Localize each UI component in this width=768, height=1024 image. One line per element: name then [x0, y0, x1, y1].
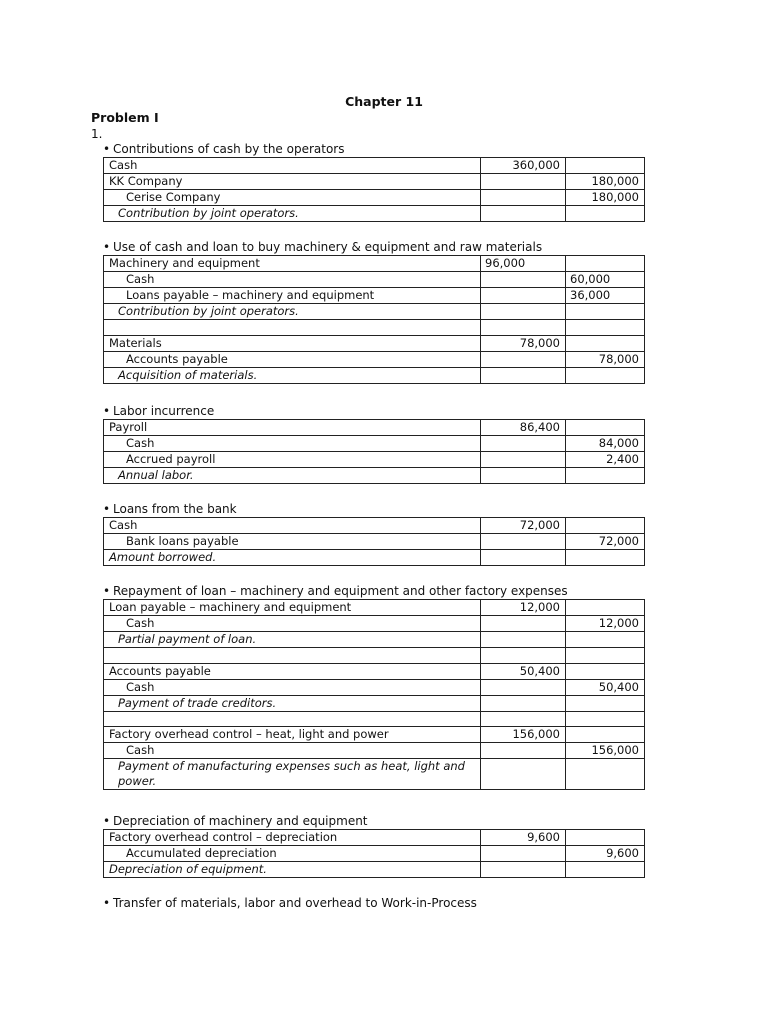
journal-row [104, 288, 645, 304]
journal-row [104, 600, 645, 616]
debit-cell [481, 190, 566, 206]
bullet-icon: • [103, 814, 111, 828]
debit-cell [481, 452, 566, 468]
credit-cell: 9,600 [566, 846, 645, 862]
journal-table [103, 157, 645, 222]
journal-row [104, 632, 645, 648]
account-cell [104, 648, 481, 664]
journal-row [104, 695, 645, 711]
debit-cell [481, 367, 566, 383]
entry-narration: Payment of trade creditors. [104, 695, 481, 711]
journal-section [103, 583, 644, 790]
journal-row [104, 468, 645, 484]
debit-cell: 96,000 [481, 256, 566, 272]
debit-cell: 78,000 [481, 335, 566, 351]
journal-row [104, 550, 645, 566]
credit-cell [566, 600, 645, 616]
debit-cell [481, 711, 566, 727]
journal-row [104, 190, 645, 206]
entry-narration: Acquisition of materials. [104, 367, 481, 383]
credit-cell [566, 304, 645, 320]
account-cell: Cash [104, 616, 481, 632]
debit-cell [481, 550, 566, 566]
journal-section [103, 403, 644, 484]
debit-cell [481, 320, 566, 336]
section-heading-text: Depreciation of machinery and equipment [113, 814, 368, 828]
debit-cell [481, 534, 566, 550]
credit-cell [566, 420, 645, 436]
debit-cell [481, 648, 566, 664]
credit-cell [566, 320, 645, 336]
debit-cell [481, 206, 566, 222]
section-heading [103, 141, 644, 157]
debit-cell [481, 679, 566, 695]
section-heading [103, 813, 644, 829]
credit-cell: 84,000 [566, 436, 645, 452]
credit-cell: 50,400 [566, 679, 645, 695]
journal-row [104, 759, 645, 790]
journal-table [103, 255, 645, 384]
account-cell: Cash [104, 436, 481, 452]
credit-cell [566, 335, 645, 351]
credit-cell [566, 632, 645, 648]
entry-narration: Amount borrowed. [104, 550, 481, 566]
section-heading-text: Contributions of cash by the operators [113, 142, 345, 156]
journal-row [104, 663, 645, 679]
journal-row [104, 452, 645, 468]
journal-row [104, 534, 645, 550]
journal-row [104, 367, 645, 383]
debit-cell [481, 632, 566, 648]
journal-row [104, 335, 645, 351]
account-cell: Accumulated depreciation [104, 846, 481, 862]
bullet-icon: • [103, 896, 111, 910]
debit-cell: 86,400 [481, 420, 566, 436]
account-cell: Cash [104, 679, 481, 695]
account-cell: KK Company [104, 174, 481, 190]
debit-cell [481, 759, 566, 790]
entry-narration: Payment of manufacturing expenses such as heat, light and power. [104, 759, 481, 790]
journal-row [104, 846, 645, 862]
section-heading [103, 403, 644, 419]
account-cell [104, 711, 481, 727]
credit-cell [566, 550, 645, 566]
credit-cell [566, 830, 645, 846]
debit-cell: 156,000 [481, 727, 566, 743]
credit-cell [566, 663, 645, 679]
debit-cell [481, 288, 566, 304]
entry-narration: Contribution by joint operators. [104, 206, 481, 222]
debit-cell: 50,400 [481, 663, 566, 679]
credit-cell: 60,000 [566, 272, 645, 288]
account-cell: Loan payable – machinery and equipment [104, 600, 481, 616]
section-heading-text: Transfer of materials, labor and overhead to Work-in-Process [113, 896, 477, 910]
account-cell: Cerise Company [104, 190, 481, 206]
account-cell: Cash [104, 158, 481, 174]
credit-cell [566, 256, 645, 272]
account-cell: Cash [104, 743, 481, 759]
bullet-icon: • [103, 584, 111, 598]
account-cell: Factory overhead control – depreciation [104, 830, 481, 846]
entry-narration: Annual labor. [104, 468, 481, 484]
debit-cell [481, 468, 566, 484]
debit-cell: 360,000 [481, 158, 566, 174]
section-heading [103, 583, 644, 599]
debit-cell: 9,600 [481, 830, 566, 846]
debit-cell [481, 616, 566, 632]
credit-cell: 2,400 [566, 452, 645, 468]
journal-row [104, 679, 645, 695]
section-heading [103, 895, 644, 911]
account-cell: Cash [104, 518, 481, 534]
credit-cell: 180,000 [566, 190, 645, 206]
credit-cell: 12,000 [566, 616, 645, 632]
debit-cell: 72,000 [481, 518, 566, 534]
credit-cell: 72,000 [566, 534, 645, 550]
debit-cell [481, 695, 566, 711]
bullet-icon: • [103, 502, 111, 516]
debit-cell: 12,000 [481, 600, 566, 616]
debit-cell [481, 436, 566, 452]
debit-cell [481, 351, 566, 367]
credit-cell [566, 862, 645, 878]
journal-row [104, 272, 645, 288]
journal-row [104, 320, 645, 336]
journal-row [104, 648, 645, 664]
debit-cell [481, 846, 566, 862]
account-cell [104, 320, 481, 336]
credit-cell [566, 695, 645, 711]
chapter-title: Chapter 11 [345, 94, 423, 109]
section-heading-text: Loans from the bank [113, 502, 237, 516]
account-cell: Accounts payable [104, 663, 481, 679]
account-cell: Payroll [104, 420, 481, 436]
credit-cell: 78,000 [566, 351, 645, 367]
credit-cell [566, 648, 645, 664]
journal-row [104, 256, 645, 272]
credit-cell [566, 367, 645, 383]
problem-title: Problem I [91, 110, 159, 125]
account-cell: Machinery and equipment [104, 256, 481, 272]
entry-narration: Partial payment of loan. [104, 632, 481, 648]
account-cell: Materials [104, 335, 481, 351]
bullet-icon: • [103, 142, 111, 156]
journal-row [104, 304, 645, 320]
journal-table [103, 517, 645, 566]
journal-section [103, 141, 644, 222]
journal-section [103, 239, 644, 384]
credit-cell: 180,000 [566, 174, 645, 190]
journal-row [104, 158, 645, 174]
section-heading [103, 501, 644, 517]
credit-cell: 36,000 [566, 288, 645, 304]
account-cell: Cash [104, 272, 481, 288]
bullet-icon: • [103, 404, 111, 418]
account-cell: Bank loans payable [104, 534, 481, 550]
section-heading [103, 239, 644, 255]
entry-narration: Depreciation of equipment. [104, 862, 481, 878]
journal-section [103, 501, 644, 566]
credit-cell [566, 711, 645, 727]
credit-cell [566, 158, 645, 174]
section-heading-text: Use of cash and loan to buy machinery & equipment and raw materials [113, 240, 543, 254]
journal-row [104, 518, 645, 534]
credit-cell: 156,000 [566, 743, 645, 759]
journal-row [104, 351, 645, 367]
credit-cell [566, 468, 645, 484]
account-cell: Loans payable – machinery and equipment [104, 288, 481, 304]
journal-row [104, 727, 645, 743]
journal-row [104, 616, 645, 632]
journal-section [103, 813, 644, 878]
credit-cell [566, 759, 645, 790]
journal-row [104, 436, 645, 452]
account-cell: Accounts payable [104, 351, 481, 367]
journal-row [104, 830, 645, 846]
credit-cell [566, 727, 645, 743]
debit-cell [481, 862, 566, 878]
journal-table [103, 599, 645, 790]
account-cell: Accrued payroll [104, 452, 481, 468]
entry-narration: Contribution by joint operators. [104, 304, 481, 320]
journal-row [104, 206, 645, 222]
section-heading-text: Repayment of loan – machinery and equipment and other factory expenses [113, 584, 568, 598]
journal-row [104, 420, 645, 436]
debit-cell [481, 304, 566, 320]
credit-cell [566, 206, 645, 222]
journal-row [104, 711, 645, 727]
section-heading-text: Labor incurrence [113, 404, 215, 418]
bullet-icon: • [103, 240, 111, 254]
journal-row [104, 862, 645, 878]
debit-cell [481, 174, 566, 190]
journal-section [103, 895, 644, 911]
item-number: 1. [91, 127, 103, 141]
journal-table [103, 829, 645, 878]
journal-table [103, 419, 645, 484]
journal-row [104, 743, 645, 759]
credit-cell [566, 518, 645, 534]
journal-row [104, 174, 645, 190]
debit-cell [481, 272, 566, 288]
debit-cell [481, 743, 566, 759]
account-cell: Factory overhead control – heat, light and power [104, 727, 481, 743]
